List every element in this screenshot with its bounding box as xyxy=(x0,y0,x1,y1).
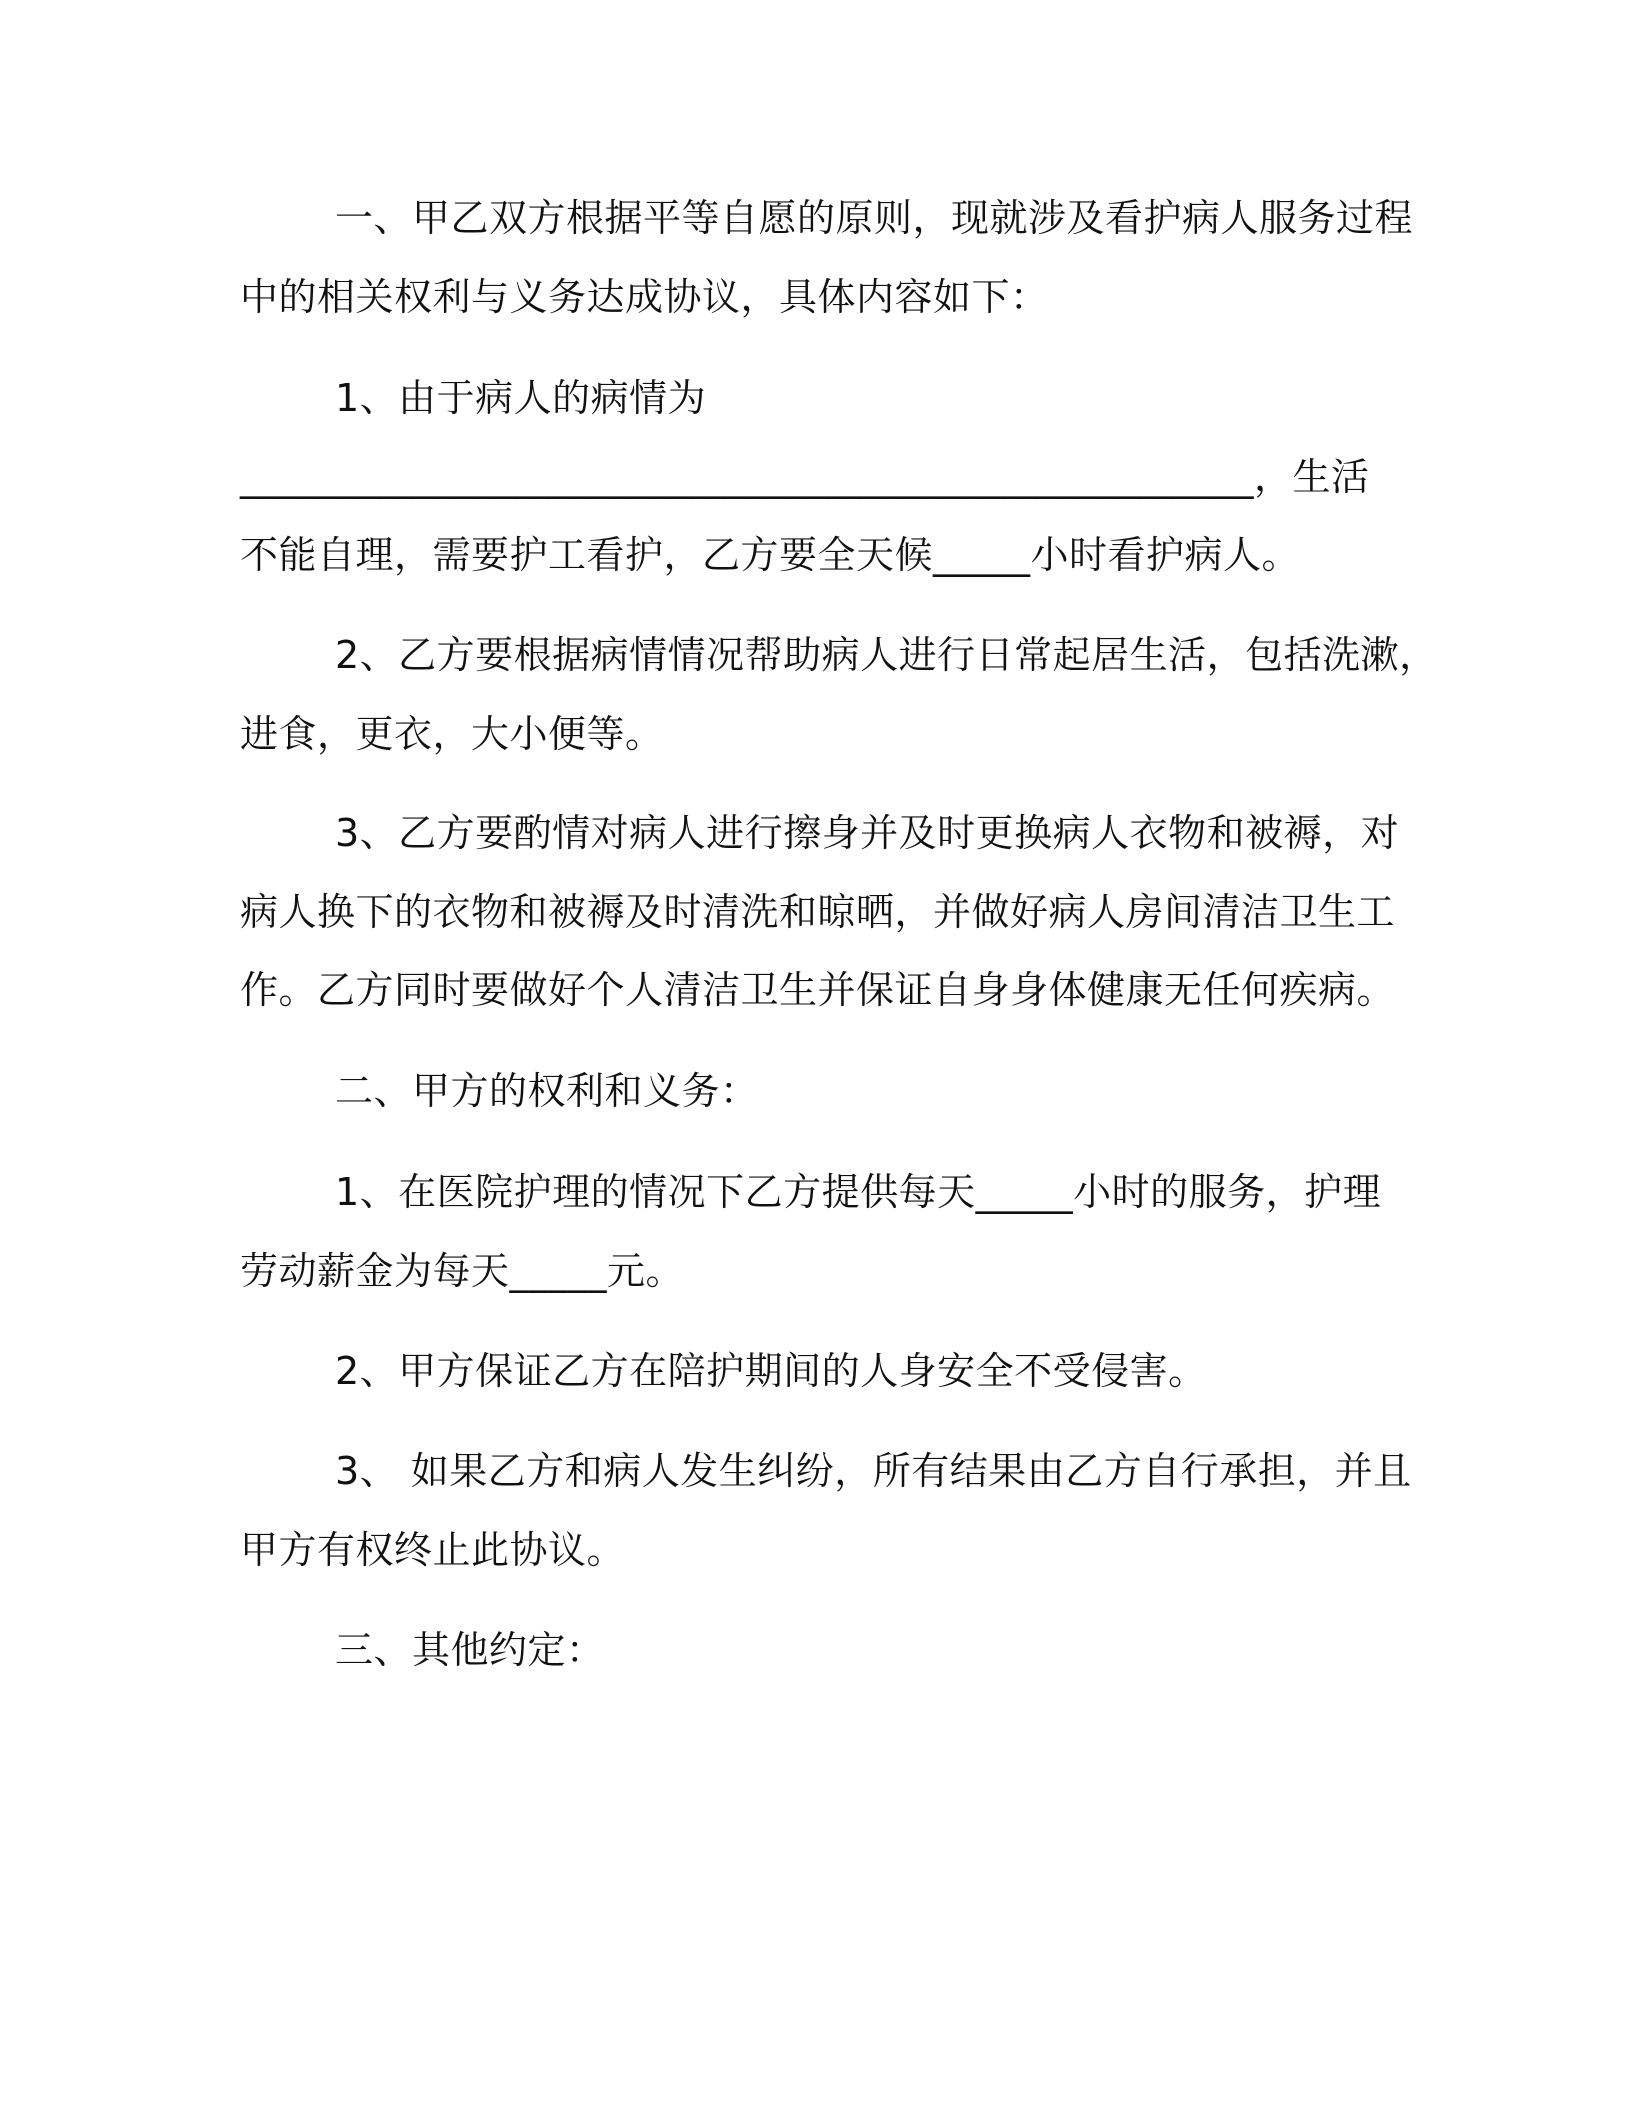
clause-1-1-line-2: ____________________________________________________，生活 xyxy=(240,455,1370,499)
clause-1-2-line-2: 进食，更衣，大小便等。 xyxy=(240,712,664,756)
clause-1-1-line-1: 1、由于病人的病情为 xyxy=(335,376,707,420)
clause-1-1-line-3: 不能自理，需要护工看护，乙方要全天候_____小时看护病人。 xyxy=(240,533,1301,577)
section-3-heading: 三、其他约定： xyxy=(335,1628,605,1672)
clause-2-3-line-2: 甲方有权终止此协议。 xyxy=(240,1528,626,1572)
paragraph-1-line-2: 中的相关权利与义务达成协议，具体内容如下： xyxy=(240,275,1049,319)
clause-1-3-line-3: 作。乙方同时要做好个人清洁卫生并保证自身身体健康无任何疾病。 xyxy=(240,968,1396,1012)
clause-2-1-line-1: 1、在医院护理的情况下乙方提供每天_____小时的服务，护理 xyxy=(335,1170,1382,1214)
clause-2-3-line-1: 3、 如果乙方和病人发生纠纷，所有结果由乙方自行承担，并且 xyxy=(335,1449,1412,1493)
section-2-heading: 二、甲方的权利和义务： xyxy=(335,1069,759,1113)
clause-1-3-line-2: 病人换下的衣物和被褥及时清洗和晾晒，并做好病人房间清洁卫生工 xyxy=(240,890,1396,934)
clause-2-1-line-2: 劳动薪金为每天_____元。 xyxy=(240,1249,685,1293)
clause-1-3-line-1: 3、乙方要酌情对病人进行擦身并及时更换病人衣物和被褥，对 xyxy=(335,811,1400,855)
clause-2-2: 2、甲方保证乙方在陪护期间的人身安全不受侵害。 xyxy=(335,1349,1207,1393)
clause-1-2-line-1: 2、乙方要根据病情情况帮助病人进行日常起居生活，包括洗漱， xyxy=(335,633,1438,677)
paragraph-1-line-1: 一、甲乙双方根据平等自愿的原则，现就涉及看护病人服务过程 xyxy=(335,196,1414,240)
